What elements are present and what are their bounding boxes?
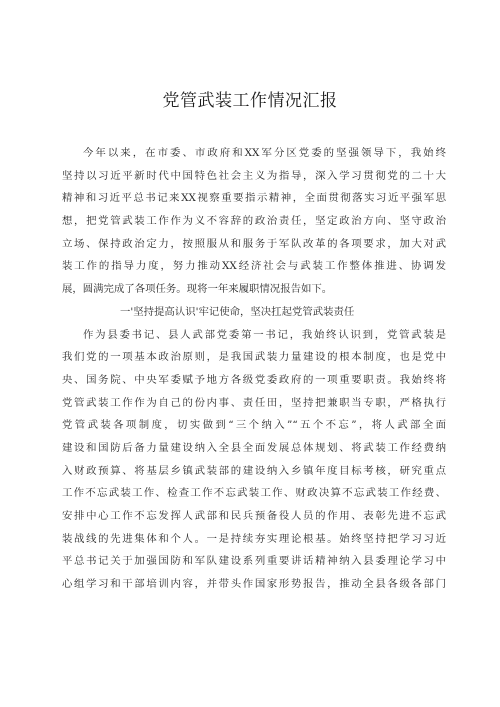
paragraph-line: 建设和国防后备力量建设纳入全县全面发展总体规划、将武装工作经费纳 xyxy=(62,441,446,454)
paragraph-line: 央、国务院、中央军委赋予地方各级党委政府的一项重要职责。我始终将 xyxy=(62,373,446,386)
document-title: 党管武装工作情况汇报 xyxy=(162,91,338,111)
paragraph-line: 安排中心工作不忘发挥人武部和民兵预备役人员的作用、表彰先进不忘武 xyxy=(62,510,446,522)
paragraph-line: 我们党的一项基本政治原则，是我国武装力量建设的根本制度，也是党中 xyxy=(62,351,446,364)
paragraph-line: 坚持以习近平新时代中国特色社会主义为指导，深入学习贯彻党的二十大 xyxy=(62,169,446,182)
paragraph-line: 装战线的先进集体和个人。一是持续夯实理论根基。始终坚持把学习习近 xyxy=(62,532,446,545)
paragraph-line: 党管武装各项制度，切实做到“三个纳入”“五个不忘”，将人武部全面 xyxy=(62,419,446,432)
paragraph-line: 装工作的指导力度，努力推动XX经济社会与武装工作整体推进、协调发 xyxy=(62,260,446,273)
paragraph-line: 作为县委书记、县人武部党委第一书记，我始终认识到，党管武装是 xyxy=(83,328,446,341)
paragraph-line: 想，把党管武装工作作为义不容辞的政治责任，坚定政治方向、坚守政治 xyxy=(62,215,446,228)
paragraph-line: 平总书记关于加强国防和军队建设系列重要讲话精神纳入县委理论学习中 xyxy=(62,555,446,568)
paragraph-line: 展，圆满完成了各项任务。现将一年来履职情况报告如下。 xyxy=(62,283,333,296)
paragraph-line: 工作不忘武装工作、检查工作不忘武装工作、财政决算不忘武装工作经费、 xyxy=(62,487,446,500)
paragraph-line: 入财政预算、将基层乡镇武装部的建设纳入乡镇年度目标考核，研究重点 xyxy=(62,464,446,477)
section-heading: 一'坚持提高认识'牢记使命，坚决扛起党管武装责任 xyxy=(120,305,355,318)
paragraph-line: 党管武装工作作为自己的份内事、责任田，坚持把兼职当专职，严格执行 xyxy=(62,396,446,409)
paragraph-line: 立场、保持政治定力，按照服从和服务于军队改革的各项要求，加大对武 xyxy=(62,237,446,250)
paragraph-line: 精神和习近平总书记来XX视察重要指示精神，全面贯彻落实习近平强军思 xyxy=(62,192,446,205)
paragraph-line: 心组学习和干部培训内容，并带头作国家形势报告，推动全县各级各部门 xyxy=(62,578,446,591)
document-body xyxy=(62,142,446,596)
paragraph-line: 今年以来，在市委、市政府和XX军分区党委的坚强领导下，我始终 xyxy=(83,147,446,159)
